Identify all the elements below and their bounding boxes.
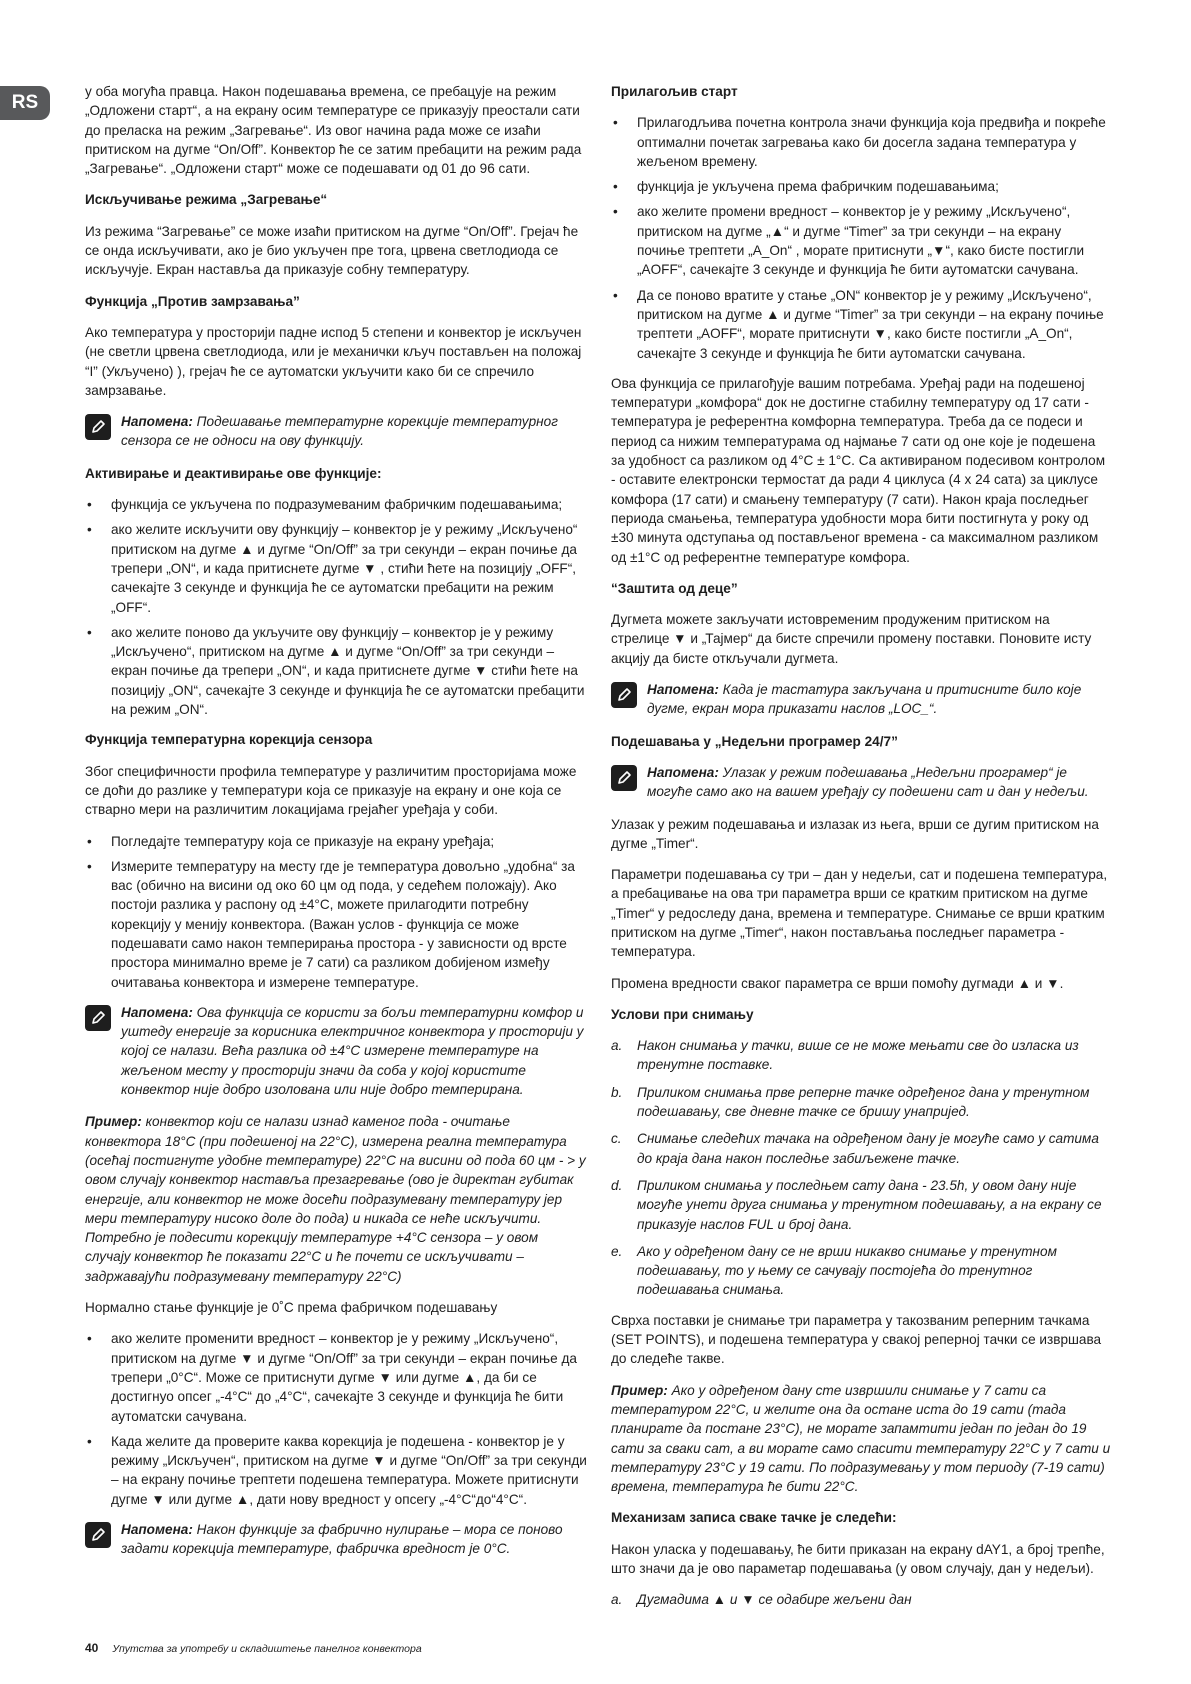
list-marker: c. (611, 1131, 622, 1147)
note-box (611, 680, 1111, 719)
list-item (611, 1129, 1111, 1168)
heading-mechanism: Механизам записа сваке тачке је следећи: (611, 1510, 897, 1526)
note-text: Подешавање температурне корекције температурног сензора се не односи на ову функцију. (121, 414, 558, 449)
adaptive-list (611, 113, 1111, 363)
pencil-icon (85, 414, 111, 440)
list-item (611, 1242, 1111, 1300)
list-item: • функција се укључена по подразумеваним фабричким подешавањима; (85, 495, 587, 514)
mechanism-paragraph: Након уласка у подешавању, ће бити приказан на екрану dAY1, а број трепће, што значи да је ово параметар подешавања (у овом случају, дан у недељи). (611, 1541, 1105, 1576)
heading-activate: Активирање и деактивирање ове функције: (85, 465, 382, 481)
language-tab: RS (0, 86, 50, 120)
note-label: Напомена: (647, 682, 719, 698)
example-text: Ако у одређеном дану сте извршили снимање у 7 сати са температуром 22°C, и желите она да остане иста до 19 сати (тада планирате да постане 23°C), не морате запамтити један по један до 19 сати за сваки сат, а ви морате само спасити температуру 22°C у 7 сати и температуру 23°C у 19 сати. По подразумевању у том периоду (7-19 сати) времена, температура ће бити 22°C. (611, 1382, 1111, 1495)
example-label: Пример: (611, 1382, 668, 1398)
list-item (611, 1083, 1111, 1122)
list-item-text: Снимање следећих тачака на одређеном дану је могуће само у сатима до краја дана након последње забиљежене тачке. (637, 1131, 1099, 1166)
note-label: Напомена: (121, 1004, 193, 1020)
heading-conditions: Услови при снимању (611, 1006, 754, 1022)
heading-heat-off: Искључивање режима „Загревање“ (85, 192, 328, 208)
list-item: • Прилагодљива почетна контрола значи функција која предвиђа и покреће оптимални почетак загревања како би досегла задана температура у жељеном времену. (611, 113, 1111, 171)
pencil-icon (85, 1522, 111, 1548)
normal-list (85, 1329, 587, 1509)
note-text: Када је тастатура закључана и притисните било које дугме, екран мора приказати наслов „LOC_“. (647, 682, 1082, 717)
pencil-icon (85, 1005, 111, 1031)
list-item-text: Након снимања у тачки, више се не може мењати све до изласка из тренутне поставке. (637, 1038, 1079, 1073)
example-text: конвектор који се налази изнад каменог пода - очитање конвектора 18°C (при подешеној на 22°C), измерена реална температура (осећај постигнуте удобне температуре) 22°C на висини од пода 60 цм - > у овом случају конвектор наставља презагревање (ово је директан губитак енергије, али конвектор не може досећи подразумевану температуру јер мери температуру нисоко доле до пода) и никада се неће искључити. Потребно је подесити корекцију температуре +4°C сензора – у овом случају конвектор ће показати 22°C и ће почети се искључивати – задржавајући подразумевану температуру 22°C) (85, 1114, 586, 1284)
heading-adaptive: Прилагољив старт (611, 84, 738, 99)
list-item: • ако желите искључити ову функцију – конвектор је у режиму „Искључено“ притиском на дугме ▲ и дугме “On/Off” за три секунди – екран почиње да трепери „ON“, и када притиснете дугме ▼ , стићи ћете на позицију „OFF“, сачекајте 3 секунде и функција ће се аутоматски пребацити на режим „OFF“. (85, 520, 587, 616)
frost-paragraph: Ако температура у просторији падне испод 5 степени и конвектор је искључен (не светли црвена светлодиода, или је механички кључ постављен на положај “I” (Укључено) ), грејач ће се аутоматски укључити како би се спречило замрзавање. (85, 324, 582, 398)
adaptive-paragraph: Ова функција се прилагођује вашим потребама. Уређај ради на подешеној температури „комфора“ док не достигне стабилну температуру од 17 сати - температура је референтна комфорна температура. Треба да се подеси и период са нижим температурама од најмање 7 сати од оне које је подешена за удобност са разликом од 4°C ± 1°C. Са активираном подесивом контролом - оставите електронски термостат да ради 4 циклуса (4 x 24 сата) за циклусе комфора (17 сати) и смањену температуру (7 сати). Након краја последњег периода смањења, температура удобности мора бити постигнута у року од ±30 минута одступања од постављеног времена - са максималном разликом од ±1°C од референтне температуре комфора. (611, 375, 1106, 565)
list-item: • Погледајте температуру која се приказује на екрану уређаја; (85, 832, 587, 851)
intro-paragraph: у оба могућа правца. Након подешавања времена, се пребацује на режим „Одложени старт“, а на екрану осим температуре се приказују преостали сати до преласка на режим „Загревање“. Из овог начина рада може се изаћи притиском на дугме “On/Off”. Конвектор ће се затим пребацити на режим рада „Загревање“. „Одложени старт“ може се подешавати од 01 до 96 сати. (85, 84, 582, 177)
activate-list (85, 495, 587, 719)
list-item: • Измерите температуру на месту где је температура довољно „удобна“ за вас (обично на висини од око 60 цм од пода, у седећем положају). Ако постоји разлика у распону од ±4°C, можете прилагодити потребну корекцију у менију конвектора. (Важан услов - функција се може подешавати само након темперирања простора - у зависности од врсте простора минимално време је 7 сати) са разликом добијеном између очитавања конвектора и измерене температуре. (85, 857, 587, 992)
note-label: Напомена: (647, 764, 719, 780)
note-text: Након функције за фабрично нулирање – мора се поново задати корекција температуре, фабричка вредност је 0°C. (121, 1522, 563, 1557)
list-item: • Да се поново вратите у стање „ON“ конвектор је у режиму „Искључено“, притиском на дугме ▲ и дугме “Timer” за три секунди – на екрану почиње трептети „AOFF“, морате притиснути ▼, како бисте постигли „A_On“, сачекајте 3 секунде и функција ће бити аутоматски сачувана. (611, 286, 1111, 363)
example-paragraph (85, 1112, 587, 1286)
page-number: 40 (85, 1641, 99, 1655)
heading-weekly: Подешавања у „Недељни програмер 24/7” (611, 733, 898, 749)
list-item-text: Приликом снимања прве реперне тачке одређеног дана у тренутном подешавању, све дневне тачке се бришу унапријед. (637, 1084, 1090, 1120)
list-item-text: Приликом снимања у последњем сату дана - 23.5h, у овом дану није могуће унети друга снимања у тренутном подешавању, а на екрану се приказује наслов FUL и број дана. (637, 1177, 1102, 1232)
note-label: Напомена: (121, 1522, 193, 1537)
list-item: • функција је укључена према фабричким подешавањима; (611, 177, 1111, 196)
example-paragraph (611, 1381, 1111, 1497)
note-box (85, 1520, 587, 1559)
list-item: • ако желите променити вредност – конвектор је у режиму „Искључено“, притиском на дугме ▼ и дугме “On/Off” за три секунди – екран почиње да трепери „0°C“. Може се притиснути дугме ▼ или дугме ▲, да би се достигнуо опсег „-4°C“ до „4°C“, сачекајте 3 секунде и функција ће бити аутоматски сачувана. (85, 1329, 587, 1425)
purpose-paragraph: Сврха поставки је снимање три параметра у такозваним реперним тачкама (SET POINTS), и подешена температура у свакој реперној тачки се извршава до следеће такве. (611, 1312, 1102, 1367)
footer-title: Упутства за употребу и складиштење панелног конвектора (112, 1643, 422, 1655)
list-item: • Када желите да проверите каква корекција је подешена - конвектор је у режиму „Искључен“, притиском на дугме ▼ и дугме “On/Off” за три секунди – на екрану почиње трептети подешена температура. Можете притиснути дугме ▼ или дугме ▲, дати нову вредност у опсегу „-4°C“до“4°C“. (85, 1432, 587, 1509)
pencil-icon (611, 682, 637, 708)
sensor-list (85, 832, 587, 992)
list-item (611, 1590, 1111, 1609)
left-column (85, 82, 587, 1572)
note-box (85, 412, 587, 451)
sensor-paragraph: Због специфичности профила температуре у различитим просторијама може се доћи до разлике у температури која се приказује на екрану и оне која се стварно мери на различитим локацијама грејаћег уређаја у соби. (85, 763, 577, 818)
list-marker: e. (611, 1243, 623, 1259)
heat-off-paragraph: Из режима “Загревање” се може изаћи притиском на дугме “On/Off”. Грејач ће се онда искључивати, ако је био укључен пре тога, црвена светлодиода се искључује. Екран наставља да приказује собну температуру. (85, 223, 579, 278)
list-marker: a. (611, 1038, 623, 1054)
page-footer (85, 1640, 422, 1657)
list-item: • ако желите промени вредност – конвектор је у режиму „Искључено“, притиском на дугме „▲“ и дугме “Timer” за три секунди – на екрану почиње трептети „A_On“ , морате притиснути „▼“, како бисте постигли „AOFF“, сачекајте 3 секунде и функција ће бити аутоматски сачувана. (611, 202, 1111, 279)
note-text: Улазак у режим подешавања „Недељни програмер“ је могуће само ако на вашем уређају су подешени сат и дан у недељи. (647, 764, 1089, 800)
list-marker: b. (611, 1084, 623, 1100)
heading-frost: Функција „Против замрзавања” (85, 293, 300, 309)
normal-state-paragraph: Нормално стање функције је 0˚C према фабричком подешавању (85, 1300, 498, 1316)
child-lock-paragraph: Дугмета можете закључати истовременим продуженим притиском на стрелице ▼ и „Тајмер“ да бисте спречили промену поставки. Поновите исту акцију да бисте откључали дугмета. (611, 612, 1092, 666)
note-box (85, 1003, 587, 1099)
params-paragraph: Параметри подешавања су три – дан у недељи, сат и подешена температура, а пребацивање на ова три параметра врши се кратким притиском на дугме „Timer“ у редоследу дана, времена и температуре. Снимање се врши кратким притиском на дугме „Timer“, након постављања последњег параметра - температура. (611, 867, 1108, 960)
right-column (611, 82, 1111, 1621)
conditions-list (611, 1036, 1111, 1300)
enter-paragraph: Улазак у режим подешавања и излазак из њега, врши се дугим притиском на дугме „Timer“. (611, 816, 1099, 851)
heading-sensor: Функција температурна корекција сензора (85, 732, 373, 748)
list-item-text: Дугмадима ▲ и ▼ се одабире жељени дан (637, 1592, 912, 1608)
pencil-icon (611, 765, 637, 791)
list-item (611, 1036, 1111, 1075)
note-label: Напомена: (121, 414, 193, 430)
note-box (611, 763, 1111, 802)
mechanism-list (611, 1590, 1111, 1609)
list-item: • ако желите поново да укључите ову функцију – конвектор је у режиму „Искључено“, притиском на дугме ▲ и дугме “On/Off” за три секунди – екран почиње да трепери „ON“, и када притиснете дугме ▼ стићи ћете на позицију „ON“, сачекајте 3 секунде и функција ће се аутоматски пребацити на режим „ON“. (85, 623, 587, 719)
list-item-text: Ако у одређеном дану се не врши никакво снимање у тренутном подешавању, то у њему се сачувају постојећа до тренутног подешавања снимања. (637, 1243, 1057, 1298)
example-label: Пример: (85, 1114, 142, 1130)
list-item (611, 1176, 1111, 1234)
list-marker: a. (611, 1592, 623, 1608)
heading-child-lock: “Заштита од деце” (611, 580, 738, 596)
list-marker: d. (611, 1177, 623, 1193)
note-text: Ова функција се користи за бољи температурни комфор и уштеду енергије за корисника електричног конвектора у просторији у којој се налази. Већа разлика од ±4°C измерене температуре на жељеном месту у просторији значи да соба у којој користите конвектор није добро изолована или није добро темперирана. (121, 1004, 584, 1098)
change-paragraph: Промена вредности сваког параметра се врши помоћу дугмади ▲ и ▼. (611, 975, 1064, 991)
